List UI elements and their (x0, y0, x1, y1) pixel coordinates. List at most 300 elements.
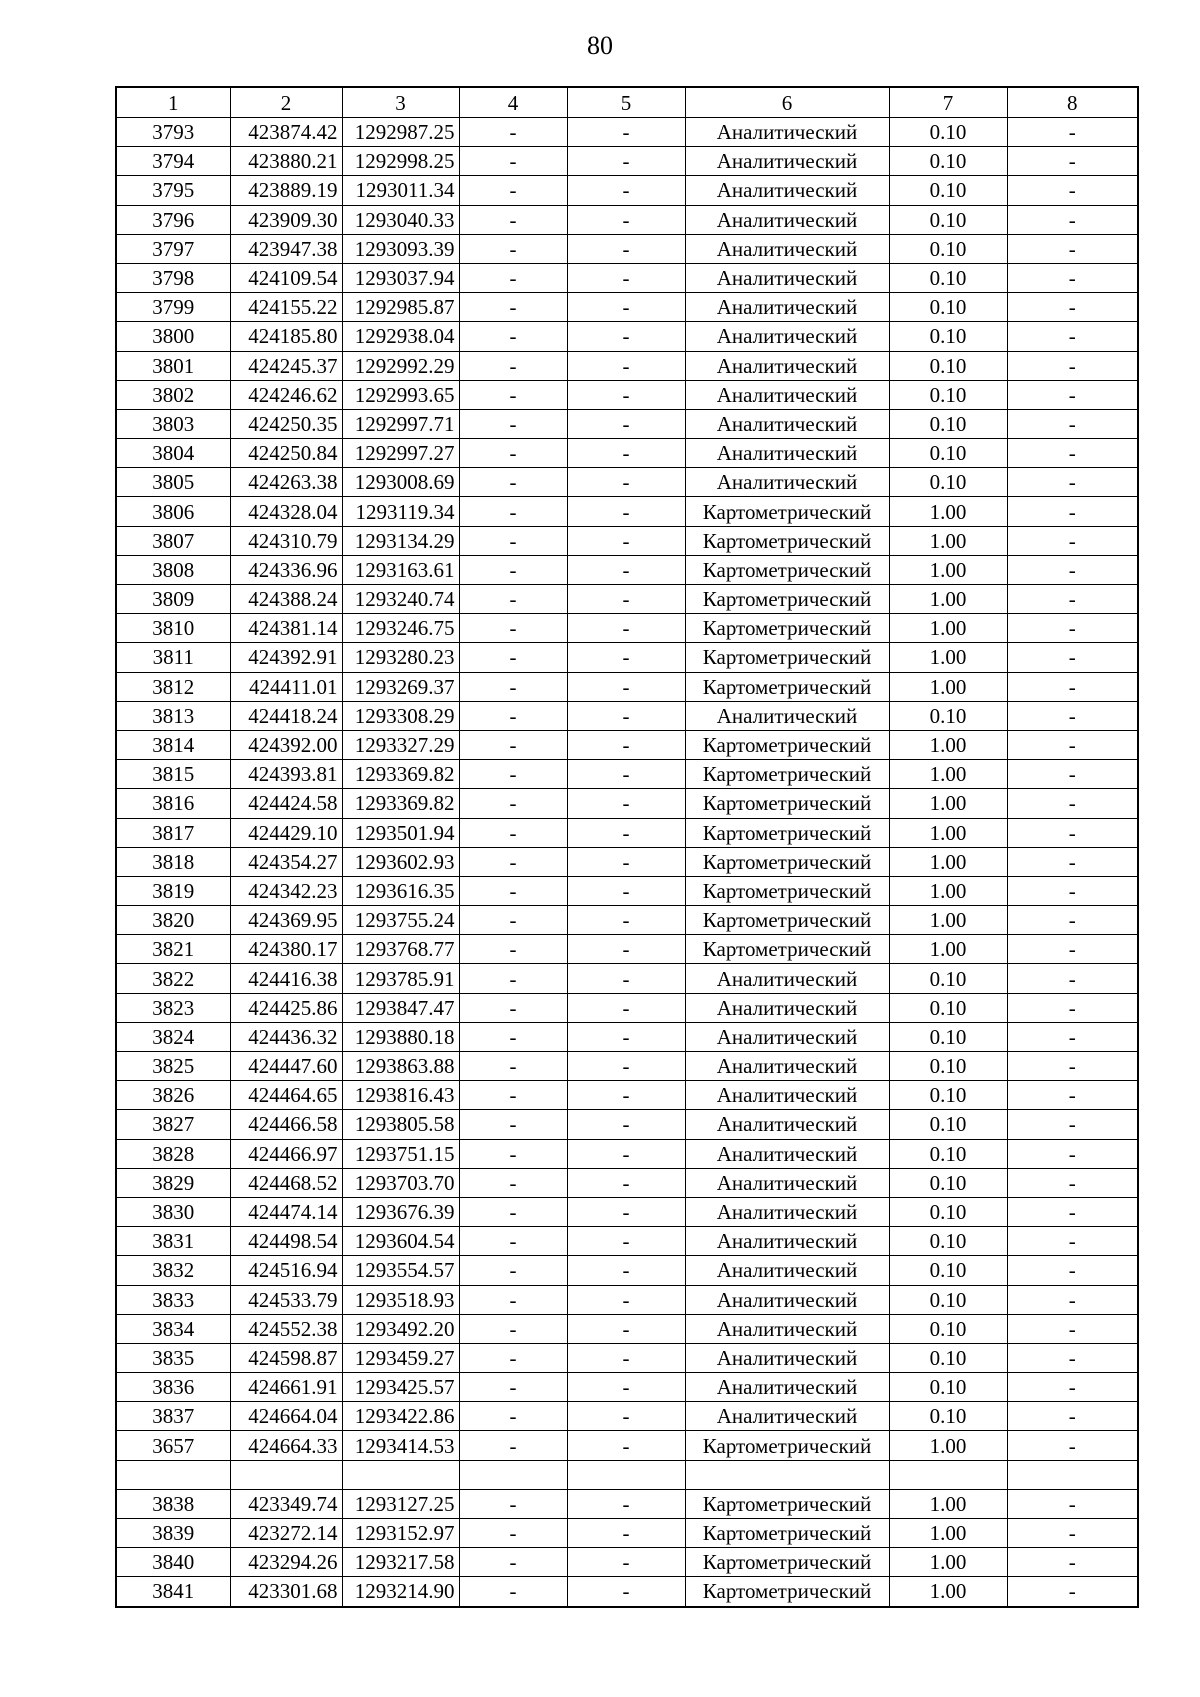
cell-precision: 1.00 (889, 614, 1007, 643)
cell-precision: 1.00 (889, 1489, 1007, 1518)
table-row (116, 818, 1138, 847)
cell-x-coordinate: 424263.38 (230, 468, 342, 497)
cell-y-coordinate: 1292987.25 (342, 118, 459, 147)
cell-col-5: - (567, 118, 685, 147)
cell-y-coordinate: 1293863.88 (342, 1052, 459, 1081)
cell-col-4: - (459, 672, 567, 701)
cell-point-number: 3817 (116, 818, 230, 847)
cell-precision: 0.10 (889, 351, 1007, 380)
page-number: 80 (587, 31, 613, 60)
cell-method: Аналитический (685, 147, 889, 176)
cell-method: Картометрический (685, 1431, 889, 1460)
table-row (116, 1285, 1138, 1314)
cell-precision: 0.10 (889, 1052, 1007, 1081)
cell-point-number: 3827 (116, 1110, 230, 1139)
cell-col-5: - (567, 176, 685, 205)
cell-precision: 1.00 (889, 847, 1007, 876)
cell-point-number: 3815 (116, 760, 230, 789)
cell-col-5: - (567, 876, 685, 905)
cell-col-8: - (1007, 147, 1138, 176)
cell-col-8: - (1007, 876, 1138, 905)
cell-method: Картометрический (685, 760, 889, 789)
cell-method: Аналитический (685, 1314, 889, 1343)
cell-x-coordinate: 424474.14 (230, 1197, 342, 1226)
cell-y-coordinate: 1293011.34 (342, 176, 459, 205)
cell-col-4: - (459, 468, 567, 497)
cell-precision: 0.10 (889, 701, 1007, 730)
cell-col-8: - (1007, 1577, 1138, 1607)
cell-method: Аналитический (685, 263, 889, 292)
cell-point-number: 3837 (116, 1402, 230, 1431)
cell-precision: 1.00 (889, 497, 1007, 526)
cell-precision: 0.10 (889, 263, 1007, 292)
cell-precision: 1.00 (889, 1431, 1007, 1460)
cell-col-4: - (459, 876, 567, 905)
cell-point-number: 3805 (116, 468, 230, 497)
cell-method: Аналитический (685, 1110, 889, 1139)
cell-method: Аналитический (685, 439, 889, 468)
cell-col-4: - (459, 789, 567, 818)
cell-col-8: - (1007, 1227, 1138, 1256)
cell-point-number: 3835 (116, 1343, 230, 1372)
cell-point-number: 3657 (116, 1431, 230, 1460)
cell-point-number: 3832 (116, 1256, 230, 1285)
cell-point-number: 3824 (116, 1022, 230, 1051)
cell-col-8: - (1007, 643, 1138, 672)
cell-col-8: - (1007, 1110, 1138, 1139)
cell-point-number: 3797 (116, 234, 230, 263)
cell-method: Аналитический (685, 322, 889, 351)
cell-col-8 (1007, 1460, 1138, 1489)
cell-precision: 0.10 (889, 1110, 1007, 1139)
cell-x-coordinate: 424464.65 (230, 1081, 342, 1110)
cell-point-number: 3795 (116, 176, 230, 205)
cell-method: Картометрический (685, 526, 889, 555)
table-row (116, 643, 1138, 672)
table-row (116, 1548, 1138, 1577)
table-row (116, 1373, 1138, 1402)
cell-precision: 0.10 (889, 1197, 1007, 1226)
cell-col-4: - (459, 730, 567, 759)
cell-y-coordinate: 1293703.70 (342, 1168, 459, 1197)
cell-col-5: - (567, 497, 685, 526)
cell-precision: 0.10 (889, 993, 1007, 1022)
cell-col-5: - (567, 1022, 685, 1051)
cell-method: Картометрический (685, 1519, 889, 1548)
cell-y-coordinate: 1293880.18 (342, 1022, 459, 1051)
table-row (116, 1460, 1138, 1489)
cell-precision: 0.10 (889, 176, 1007, 205)
cell-point-number: 3798 (116, 263, 230, 292)
cell-col-5: - (567, 1431, 685, 1460)
cell-col-8: - (1007, 1373, 1138, 1402)
cell-col-5: - (567, 439, 685, 468)
cell-col-4: - (459, 176, 567, 205)
cell-method: Аналитический (685, 1373, 889, 1402)
table-row (116, 964, 1138, 993)
cell-precision: 0.10 (889, 964, 1007, 993)
cell-col-8: - (1007, 585, 1138, 614)
cell-method: Картометрический (685, 1577, 889, 1607)
cell-col-8: - (1007, 468, 1138, 497)
cell-x-coordinate: 423880.21 (230, 147, 342, 176)
cell-col-5: - (567, 935, 685, 964)
cell-x-coordinate: 424466.58 (230, 1110, 342, 1139)
cell-method: Аналитический (685, 1081, 889, 1110)
cell-method: Картометрический (685, 585, 889, 614)
cell-method: Картометрический (685, 1489, 889, 1518)
table-row (116, 1139, 1138, 1168)
cell-point-number: 3793 (116, 118, 230, 147)
cell-precision: 0.10 (889, 293, 1007, 322)
cell-x-coordinate: 424369.95 (230, 906, 342, 935)
cell-x-coordinate: 424336.96 (230, 555, 342, 584)
cell-method: Аналитический (685, 1343, 889, 1372)
cell-precision: 0.10 (889, 1139, 1007, 1168)
cell-method: Аналитический (685, 380, 889, 409)
table-row (116, 147, 1138, 176)
cell-col-4: - (459, 439, 567, 468)
cell-col-4: - (459, 322, 567, 351)
cell-point-number: 3818 (116, 847, 230, 876)
cell-y-coordinate (342, 1460, 459, 1489)
cell-col-8: - (1007, 409, 1138, 438)
cell-col-4: - (459, 935, 567, 964)
cell-x-coordinate: 424447.60 (230, 1052, 342, 1081)
cell-col-8: - (1007, 526, 1138, 555)
cell-y-coordinate: 1292997.71 (342, 409, 459, 438)
cell-point-number: 3839 (116, 1519, 230, 1548)
cell-col-8: - (1007, 964, 1138, 993)
cell-col-5: - (567, 1343, 685, 1372)
cell-y-coordinate: 1293414.53 (342, 1431, 459, 1460)
cell-point-number: 3821 (116, 935, 230, 964)
cell-x-coordinate: 423294.26 (230, 1548, 342, 1577)
cell-precision: 1.00 (889, 672, 1007, 701)
table-row (116, 1168, 1138, 1197)
cell-y-coordinate: 1292938.04 (342, 322, 459, 351)
cell-col-5: - (567, 409, 685, 438)
cell-precision: 0.10 (889, 1022, 1007, 1051)
cell-col-5: - (567, 1052, 685, 1081)
cell-precision: 0.10 (889, 409, 1007, 438)
cell-col-4: - (459, 1548, 567, 1577)
cell-col-4: - (459, 1139, 567, 1168)
cell-x-coordinate: 424354.27 (230, 847, 342, 876)
cell-col-4: - (459, 205, 567, 234)
cell-col-8: - (1007, 380, 1138, 409)
table-row (116, 205, 1138, 234)
cell-x-coordinate: 424418.24 (230, 701, 342, 730)
cell-col-5: - (567, 906, 685, 935)
cell-col-4: - (459, 1285, 567, 1314)
header-cell-col-5: 5 (567, 87, 685, 118)
cell-x-coordinate: 424380.17 (230, 935, 342, 964)
cell-point-number: 3834 (116, 1314, 230, 1343)
cell-col-4: - (459, 555, 567, 584)
cell-point-number: 3820 (116, 906, 230, 935)
cell-x-coordinate: 424411.01 (230, 672, 342, 701)
cell-x-coordinate: 424155.22 (230, 293, 342, 322)
cell-x-coordinate: 423889.19 (230, 176, 342, 205)
cell-col-4: - (459, 1343, 567, 1372)
cell-x-coordinate: 424342.23 (230, 876, 342, 905)
cell-col-4: - (459, 1402, 567, 1431)
table-row (116, 1314, 1138, 1343)
cell-method: Картометрический (685, 497, 889, 526)
cell-col-4: - (459, 118, 567, 147)
cell-col-5: - (567, 847, 685, 876)
cell-precision: 1.00 (889, 1548, 1007, 1577)
table-row (116, 993, 1138, 1022)
cell-col-5: - (567, 1285, 685, 1314)
cell-precision: 1.00 (889, 876, 1007, 905)
table-row (116, 760, 1138, 789)
cell-point-number: 3841 (116, 1577, 230, 1607)
table-row (116, 322, 1138, 351)
cell-method: Картометрический (685, 730, 889, 759)
cell-x-coordinate: 424466.97 (230, 1139, 342, 1168)
cell-col-4: - (459, 293, 567, 322)
cell-col-5: - (567, 760, 685, 789)
cell-x-coordinate: 424388.24 (230, 585, 342, 614)
cell-point-number: 3799 (116, 293, 230, 322)
cell-method (685, 1460, 889, 1489)
cell-y-coordinate: 1293676.39 (342, 1197, 459, 1226)
cell-col-8: - (1007, 293, 1138, 322)
cell-precision: 1.00 (889, 906, 1007, 935)
cell-x-coordinate: 424246.62 (230, 380, 342, 409)
cell-col-5: - (567, 322, 685, 351)
cell-precision: 0.10 (889, 380, 1007, 409)
cell-col-8: - (1007, 1197, 1138, 1226)
header-cell-precision: 7 (889, 87, 1007, 118)
cell-col-5: - (567, 1256, 685, 1285)
cell-method: Картометрический (685, 876, 889, 905)
cell-col-4: - (459, 526, 567, 555)
cell-col-5: - (567, 351, 685, 380)
cell-point-number: 3796 (116, 205, 230, 234)
cell-col-4: - (459, 906, 567, 935)
cell-point-number: 3802 (116, 380, 230, 409)
cell-x-coordinate: 424392.91 (230, 643, 342, 672)
cell-y-coordinate: 1293518.93 (342, 1285, 459, 1314)
cell-col-4: - (459, 585, 567, 614)
cell-y-coordinate: 1293214.90 (342, 1577, 459, 1607)
cell-method: Аналитический (685, 118, 889, 147)
cell-method: Аналитический (685, 176, 889, 205)
cell-col-8: - (1007, 1402, 1138, 1431)
cell-x-coordinate: 424436.32 (230, 1022, 342, 1051)
cell-y-coordinate: 1293422.86 (342, 1402, 459, 1431)
cell-method: Картометрический (685, 672, 889, 701)
cell-col-5: - (567, 585, 685, 614)
cell-point-number: 3811 (116, 643, 230, 672)
cell-col-8: - (1007, 818, 1138, 847)
cell-x-coordinate: 424328.04 (230, 497, 342, 526)
cell-precision: 1.00 (889, 585, 1007, 614)
cell-y-coordinate: 1292992.29 (342, 351, 459, 380)
cell-col-4: - (459, 1227, 567, 1256)
cell-y-coordinate: 1293492.20 (342, 1314, 459, 1343)
table-row (116, 876, 1138, 905)
cell-col-8: - (1007, 322, 1138, 351)
cell-col-8: - (1007, 176, 1138, 205)
cell-method: Аналитический (685, 1256, 889, 1285)
cell-y-coordinate: 1293040.33 (342, 205, 459, 234)
table-row (116, 935, 1138, 964)
cell-method: Аналитический (685, 1052, 889, 1081)
cell-method: Аналитический (685, 1402, 889, 1431)
cell-point-number: 3819 (116, 876, 230, 905)
cell-precision: 0.10 (889, 234, 1007, 263)
table-row (116, 1343, 1138, 1372)
table-row (116, 497, 1138, 526)
cell-x-coordinate: 423947.38 (230, 234, 342, 263)
cell-y-coordinate: 1293217.58 (342, 1548, 459, 1577)
cell-point-number: 3816 (116, 789, 230, 818)
table-row (116, 1431, 1138, 1460)
cell-col-5: - (567, 380, 685, 409)
cell-col-8: - (1007, 1285, 1138, 1314)
cell-col-5: - (567, 1577, 685, 1607)
cell-x-coordinate: 424664.33 (230, 1431, 342, 1460)
cell-col-8: - (1007, 1256, 1138, 1285)
cell-col-4: - (459, 964, 567, 993)
cell-col-5 (567, 1460, 685, 1489)
table-row (116, 614, 1138, 643)
cell-point-number: 3831 (116, 1227, 230, 1256)
cell-point-number: 3806 (116, 497, 230, 526)
cell-x-coordinate: 423349.74 (230, 1489, 342, 1518)
cell-point-number: 3800 (116, 322, 230, 351)
cell-col-5: - (567, 1402, 685, 1431)
cell-col-8: - (1007, 1519, 1138, 1548)
cell-x-coordinate: 424381.14 (230, 614, 342, 643)
cell-y-coordinate: 1292998.25 (342, 147, 459, 176)
table-row (116, 672, 1138, 701)
cell-method: Аналитический (685, 993, 889, 1022)
cell-precision: 0.10 (889, 1285, 1007, 1314)
cell-col-8: - (1007, 1081, 1138, 1110)
cell-col-5: - (567, 555, 685, 584)
cell-col-4: - (459, 818, 567, 847)
cell-precision: 0.10 (889, 1227, 1007, 1256)
cell-y-coordinate: 1293119.34 (342, 497, 459, 526)
cell-precision: 1.00 (889, 555, 1007, 584)
cell-point-number: 3836 (116, 1373, 230, 1402)
cell-col-8: - (1007, 847, 1138, 876)
cell-y-coordinate: 1293554.57 (342, 1256, 459, 1285)
table-row (116, 409, 1138, 438)
cell-col-8: - (1007, 497, 1138, 526)
table-row (116, 1227, 1138, 1256)
cell-col-5: - (567, 468, 685, 497)
cell-point-number: 3828 (116, 1139, 230, 1168)
table-row (116, 1256, 1138, 1285)
cell-col-5: - (567, 614, 685, 643)
cell-col-8: - (1007, 205, 1138, 234)
cell-method: Аналитический (685, 205, 889, 234)
cell-x-coordinate: 424424.58 (230, 789, 342, 818)
cell-point-number: 3829 (116, 1168, 230, 1197)
cell-method: Аналитический (685, 1022, 889, 1051)
table-row (116, 1022, 1138, 1051)
cell-col-8: - (1007, 993, 1138, 1022)
cell-y-coordinate: 1293501.94 (342, 818, 459, 847)
cell-col-8: - (1007, 1548, 1138, 1577)
table-row (116, 1052, 1138, 1081)
cell-x-coordinate: 423272.14 (230, 1519, 342, 1548)
cell-col-8: - (1007, 935, 1138, 964)
table-row (116, 380, 1138, 409)
cell-y-coordinate: 1293280.23 (342, 643, 459, 672)
cell-y-coordinate: 1293246.75 (342, 614, 459, 643)
cell-point-number: 3822 (116, 964, 230, 993)
cell-col-8: - (1007, 555, 1138, 584)
cell-col-5: - (567, 789, 685, 818)
table-row (116, 351, 1138, 380)
cell-y-coordinate: 1293751.15 (342, 1139, 459, 1168)
cell-y-coordinate: 1293037.94 (342, 263, 459, 292)
table-row (116, 263, 1138, 292)
cell-precision: 0.10 (889, 118, 1007, 147)
cell-y-coordinate: 1293785.91 (342, 964, 459, 993)
cell-y-coordinate: 1293369.82 (342, 789, 459, 818)
cell-x-coordinate: 424416.38 (230, 964, 342, 993)
cell-x-coordinate: 424250.84 (230, 439, 342, 468)
cell-method: Аналитический (685, 468, 889, 497)
table-row (116, 176, 1138, 205)
cell-x-coordinate: 424552.38 (230, 1314, 342, 1343)
table-row (116, 468, 1138, 497)
cell-point-number: 3838 (116, 1489, 230, 1518)
cell-precision: 1.00 (889, 818, 1007, 847)
table-row (116, 1402, 1138, 1431)
cell-method: Аналитический (685, 1197, 889, 1226)
cell-col-8: - (1007, 672, 1138, 701)
cell-col-4: - (459, 1519, 567, 1548)
cell-col-4: - (459, 1256, 567, 1285)
coordinates-table (115, 86, 1139, 1608)
cell-method: Аналитический (685, 964, 889, 993)
cell-y-coordinate: 1293459.27 (342, 1343, 459, 1372)
cell-col-4: - (459, 234, 567, 263)
cell-precision: 1.00 (889, 730, 1007, 759)
cell-x-coordinate: 424185.80 (230, 322, 342, 351)
cell-col-5: - (567, 526, 685, 555)
cell-col-4: - (459, 380, 567, 409)
cell-point-number: 3794 (116, 147, 230, 176)
cell-x-coordinate: 424429.10 (230, 818, 342, 847)
cell-y-coordinate: 1293269.37 (342, 672, 459, 701)
cell-col-5: - (567, 147, 685, 176)
cell-col-4: - (459, 409, 567, 438)
cell-y-coordinate: 1293163.61 (342, 555, 459, 584)
table-row (116, 1519, 1138, 1548)
table-row (116, 1489, 1138, 1518)
cell-col-8: - (1007, 906, 1138, 935)
cell-y-coordinate: 1293369.82 (342, 760, 459, 789)
cell-y-coordinate: 1293616.35 (342, 876, 459, 905)
cell-col-4: - (459, 1081, 567, 1110)
cell-col-5: - (567, 1519, 685, 1548)
cell-x-coordinate: 424661.91 (230, 1373, 342, 1402)
cell-col-4: - (459, 1022, 567, 1051)
cell-x-coordinate: 424109.54 (230, 263, 342, 292)
table-row (116, 234, 1138, 263)
cell-method: Картометрический (685, 818, 889, 847)
